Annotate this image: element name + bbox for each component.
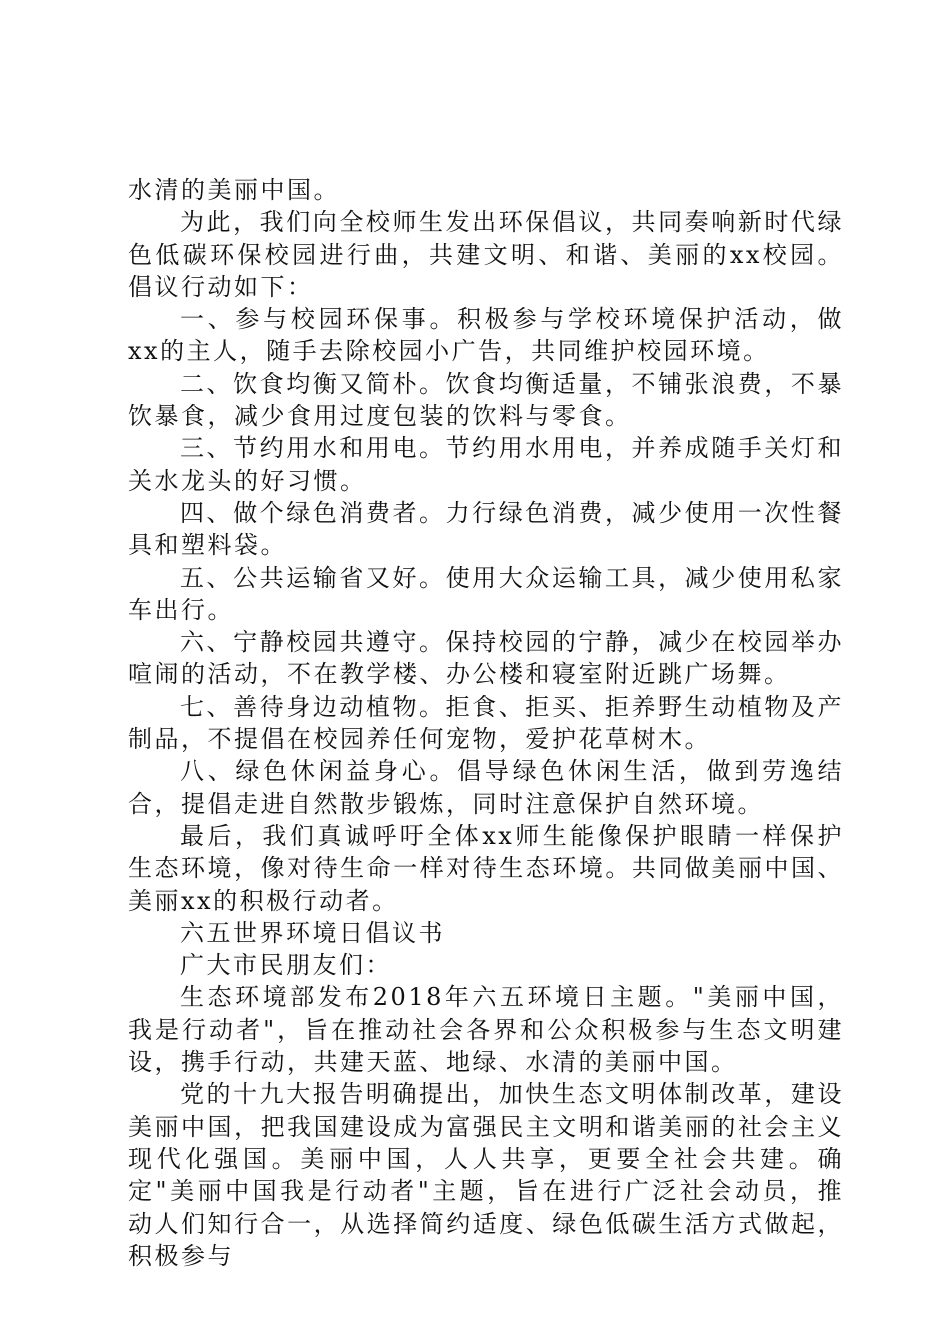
paragraph-item-7: 七、善待身边动植物。拒食、拒买、拒养野生动植物及产制品，不提倡在校园养任何宠物，爱护花草树木。 [128, 692, 844, 754]
paragraph-item-1: 一、参与校园环保事。积极参与学校环境保护活动，做xx的主人，随手去除校园小广告，共同维护校园环境。 [128, 305, 844, 366]
paragraph-initiative-intro: 为此，我们向全校师生发出环保倡议，共同奏响新时代绿色低碳环保校园进行曲，共建文明、和谐、美丽的xx校园。倡议行动如下： [128, 208, 844, 301]
paragraph-report: 党的十九大报告明确提出，加快生态文明体制改革，建设美丽中国，把我国建设成为富强民主文明和谐美丽的社会主义现代化强国。美丽中国，人人共享，更要全社会共建。确定"美丽中国我是行动者"主题，旨在进行广泛社会动员，推动人们知行合一，从选择简约适度、绿色低碳生活方式做起，积极参与 [128, 1080, 844, 1270]
document-body [128, 174, 844, 1272]
paragraph-closing: 最后，我们真诚呼吁全体xx师生能像保护眼睛一样保护生态环境，像对待生命一样对待生态环境。共同做美丽中国、美丽xx的积极行动者。 [128, 821, 844, 915]
salutation: 广大市民朋友们： [180, 951, 392, 980]
paragraph-item-8: 八、绿色休闲益身心。倡导绿色休闲生活，做到劳逸结合，提倡走进自然散步锻炼，同时注意保护自然环境。 [128, 757, 844, 818]
paragraph-continuation: 水清的美丽中国。 [128, 176, 340, 204]
paragraph-item-2: 二、饮食均衡又简朴。饮食均衡适量，不铺张浪费，不暴饮暴食，减少食用过度包装的饮料与零食。 [128, 369, 844, 431]
paragraph-item-5: 五、公共运输省又好。使用大众运输工具，减少使用私家车出行。 [128, 563, 844, 624]
paragraph-item-3: 三、节约用水和用电。节约用水用电，并养成随手关灯和关水龙头的好习惯。 [128, 434, 844, 495]
paragraph-theme: 生态环境部发布2018年六五环境日主题。"美丽中国，我是行动者"，旨在推动社会各界和公众积极参与生态文明建设，携手行动，共建天蓝、地绿、水清的美丽中国。 [128, 983, 844, 1077]
section-title: 六五世界环境日倡议书 [180, 918, 445, 947]
paragraph-item-6: 六、宁静校园共遵守。保持校园的宁静，减少在校园举办喧闹的活动，不在教学楼、办公楼和寝室附近跳广场舞。 [128, 628, 844, 689]
paragraph-item-4: 四、做个绿色消费者。力行绿色消费，减少使用一次性餐具和塑料袋。 [128, 498, 844, 560]
